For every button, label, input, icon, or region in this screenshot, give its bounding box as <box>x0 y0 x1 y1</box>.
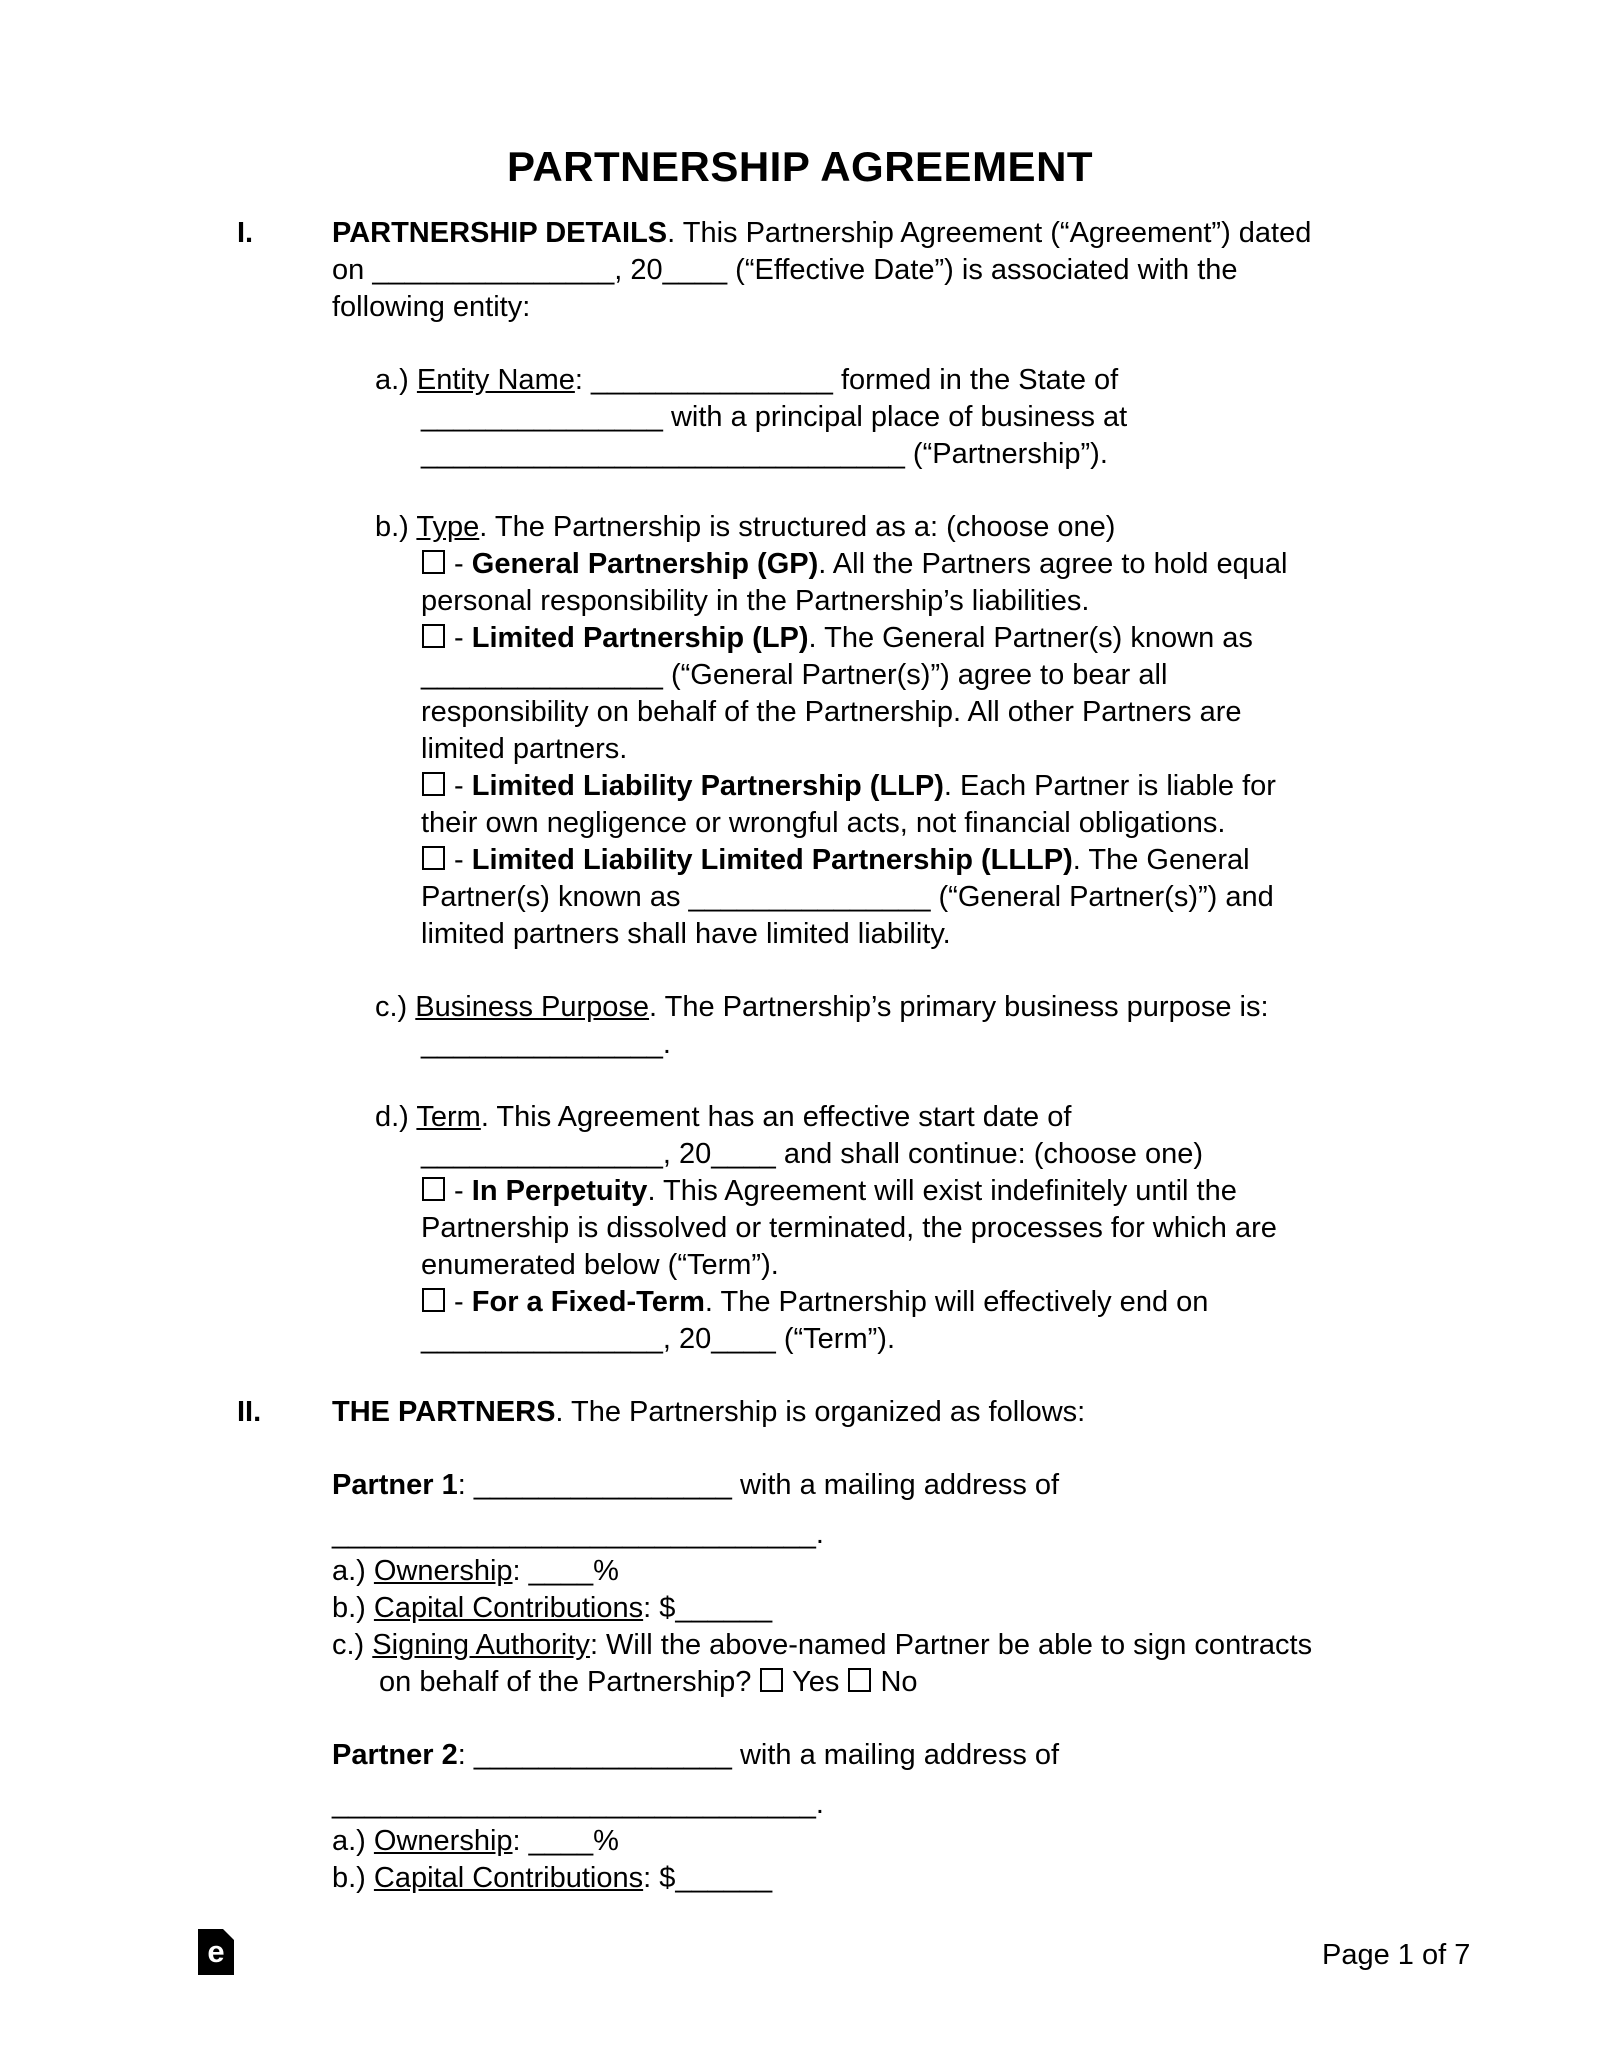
text-segment: limited partners shall have limited liability. <box>421 918 951 950</box>
text-segment: ______________________________. <box>332 1788 824 1820</box>
text-segment: their own negligence or wrongful acts, not financial obligations. <box>421 807 1226 839</box>
text-segment: - <box>446 622 472 654</box>
text-segment: . This Partnership Agreement (“Agreement”) dated <box>667 217 1312 249</box>
text-segment: . This Agreement has an effective start date of <box>480 1101 1072 1133</box>
text-segment: THE PARTNERS <box>332 1396 556 1428</box>
text-segment: Limited Partnership (LP) <box>471 622 809 654</box>
text-segment: c.) <box>332 1629 373 1661</box>
partner-2-line <box>0 1737 1600 1774</box>
text-segment: For a Fixed-Term <box>471 1286 705 1318</box>
text-segment: PARTNERSHIP DETAILS <box>332 217 668 249</box>
text-line <box>0 1247 1600 1284</box>
text-segment: : $______ <box>643 1592 773 1624</box>
logo-fold-corner-icon <box>223 1929 234 1940</box>
eforms-logo-icon <box>198 1929 234 1975</box>
text-line <box>0 252 1600 289</box>
text-segment: - <box>446 1286 472 1318</box>
text-segment: . The General <box>1072 844 1250 876</box>
text-line <box>0 805 1600 842</box>
text-segment: Partner 2 <box>332 1739 458 1771</box>
text-segment: b.) <box>332 1592 374 1624</box>
business-purpose-clause <box>0 989 1600 1026</box>
partner-1-ownership <box>0 1553 1600 1590</box>
text-line <box>0 289 1600 326</box>
text-segment: on behalf of the Partnership? <box>379 1666 760 1698</box>
text-line <box>0 694 1600 731</box>
text-segment: c.) <box>375 991 416 1023</box>
text-line <box>0 731 1600 768</box>
checkbox-icon <box>422 624 445 648</box>
lllp-option <box>0 842 1600 879</box>
text-segment: Partnership is dissolved or terminated, the processes for which are <box>421 1212 1277 1244</box>
text-segment: responsibility on behalf of the Partnership. All other Partners are <box>421 696 1242 728</box>
checkbox-icon <box>760 1668 783 1692</box>
text-segment: . All the Partners agree to hold equal <box>818 548 1288 580</box>
signing-authority-options <box>0 1664 1600 1701</box>
text-segment: - <box>446 548 472 580</box>
checkbox-icon <box>422 772 445 796</box>
text-segment: a.) <box>375 364 417 396</box>
text-segment: following entity: <box>332 291 531 323</box>
lp-option <box>0 620 1600 657</box>
section-ii-heading <box>0 1394 1600 1431</box>
text-line <box>0 583 1600 620</box>
text-segment: In Perpetuity <box>471 1175 648 1207</box>
page-number: Page 1 of 7 <box>1322 1939 1471 1971</box>
text-line <box>0 916 1600 953</box>
term-clause <box>0 1099 1600 1136</box>
text-segment: : ____% <box>512 1555 619 1587</box>
text-segment: b.) <box>375 511 417 543</box>
text-segment: Signing Authority <box>372 1629 590 1661</box>
text-segment: : _______________ formed in the State of <box>574 364 1119 396</box>
text-segment: Limited Liability Partnership (LLP) <box>471 770 944 802</box>
text-segment: : Will the above-named Partner be able to sign contracts <box>589 1629 1313 1661</box>
text-segment: General Partnership (GP) <box>471 548 819 580</box>
text-segment: : ________________ with a mailing address of <box>457 1739 1060 1771</box>
text-segment: on _______________, 20____ (“Effective Date”) is associated with the <box>332 254 1238 286</box>
signing-authority-clause <box>0 1627 1600 1664</box>
checkbox-icon <box>422 1177 445 1201</box>
text-segment: Entity Name <box>416 364 575 396</box>
text-segment: : $______ <box>643 1862 773 1894</box>
text-segment: . The Partnership is organized as follows: <box>555 1396 1086 1428</box>
text-segment: - <box>446 844 472 876</box>
text-segment: Yes <box>784 1666 848 1698</box>
partner-2-ownership <box>0 1823 1600 1860</box>
fixed-term-option <box>0 1284 1600 1321</box>
section-numeral: I. <box>237 217 254 249</box>
text-segment: Capital Contributions <box>373 1862 644 1894</box>
checkbox-icon <box>422 846 445 870</box>
text-segment: ______________________________ (“Partnership”). <box>421 438 1108 470</box>
checkbox-icon <box>422 550 445 574</box>
partner-1-capital <box>0 1590 1600 1627</box>
text-segment: . Each Partner is liable for <box>943 770 1276 802</box>
text-segment: . The Partnership’s primary business purpose is: <box>649 991 1269 1023</box>
text-segment: Capital Contributions <box>373 1592 644 1624</box>
text-segment: : ________________ with a mailing address of <box>457 1469 1060 1501</box>
text-segment: _______________ (“General Partner(s)”) agree to bear all <box>421 659 1168 691</box>
text-segment: . The General Partner(s) known as <box>808 622 1253 654</box>
text-segment: Type <box>416 511 480 543</box>
in-perpetuity-option <box>0 1173 1600 1210</box>
text-segment: a.) <box>332 1555 374 1587</box>
text-segment: . This Agreement will exist indefinitely until the <box>647 1175 1237 1207</box>
text-segment: - <box>446 770 472 802</box>
text-segment: : ____% <box>512 1825 619 1857</box>
text-line <box>0 1786 1600 1823</box>
text-segment: Limited Liability Limited Partnership (LLLP) <box>471 844 1073 876</box>
llp-option <box>0 768 1600 805</box>
page-title: PARTNERSHIP AGREEMENT <box>506 143 1094 190</box>
text-segment: personal responsibility in the Partnership’s liabilities. <box>421 585 1090 617</box>
text-segment: _______________ with a principal place of business at <box>421 401 1128 433</box>
text-line <box>0 1516 1600 1553</box>
text-segment: _______________, 20____ and shall continue: (choose one) <box>421 1138 1204 1170</box>
text-segment: Partner 1 <box>332 1469 458 1501</box>
checkbox-icon <box>422 1288 445 1312</box>
checkbox-icon <box>848 1668 871 1692</box>
text-segment: _______________. <box>421 1028 671 1060</box>
text-line <box>0 399 1600 436</box>
text-segment: - <box>446 1175 472 1207</box>
type-clause <box>0 509 1600 546</box>
text-segment: limited partners. <box>421 733 628 765</box>
section-numeral: II. <box>237 1396 262 1428</box>
text-segment: Term <box>416 1101 481 1133</box>
text-line <box>0 1321 1600 1358</box>
text-segment: d.) <box>375 1101 417 1133</box>
gp-option <box>0 546 1600 583</box>
text-segment: a.) <box>332 1825 374 1857</box>
text-segment: enumerated below (“Term”). <box>421 1249 779 1281</box>
text-segment: Ownership <box>373 1825 513 1857</box>
text-segment: ______________________________. <box>332 1518 824 1550</box>
logo-letter: e <box>207 1934 225 1969</box>
entity-name-clause <box>0 362 1600 399</box>
text-segment: b.) <box>332 1862 374 1894</box>
text-line <box>0 657 1600 694</box>
text-line <box>0 1026 1600 1063</box>
text-segment: _______________, 20____ (“Term”). <box>421 1323 895 1355</box>
text-segment: . The Partnership is structured as a: (choose one) <box>479 511 1116 543</box>
text-line <box>0 436 1600 473</box>
text-segment: No <box>872 1666 918 1698</box>
text-segment: Partner(s) known as _______________ (“General Partner(s)”) and <box>421 881 1274 913</box>
text-segment: Ownership <box>373 1555 513 1587</box>
partner-1-line <box>0 1467 1600 1504</box>
text-line <box>0 1210 1600 1247</box>
partner-2-capital <box>0 1860 1600 1897</box>
text-segment: Business Purpose <box>415 991 650 1023</box>
section-i-heading <box>0 215 1600 252</box>
document-body <box>0 215 1600 1897</box>
text-line <box>0 879 1600 916</box>
text-line <box>0 1136 1600 1173</box>
text-segment: . The Partnership will effectively end on <box>704 1286 1209 1318</box>
